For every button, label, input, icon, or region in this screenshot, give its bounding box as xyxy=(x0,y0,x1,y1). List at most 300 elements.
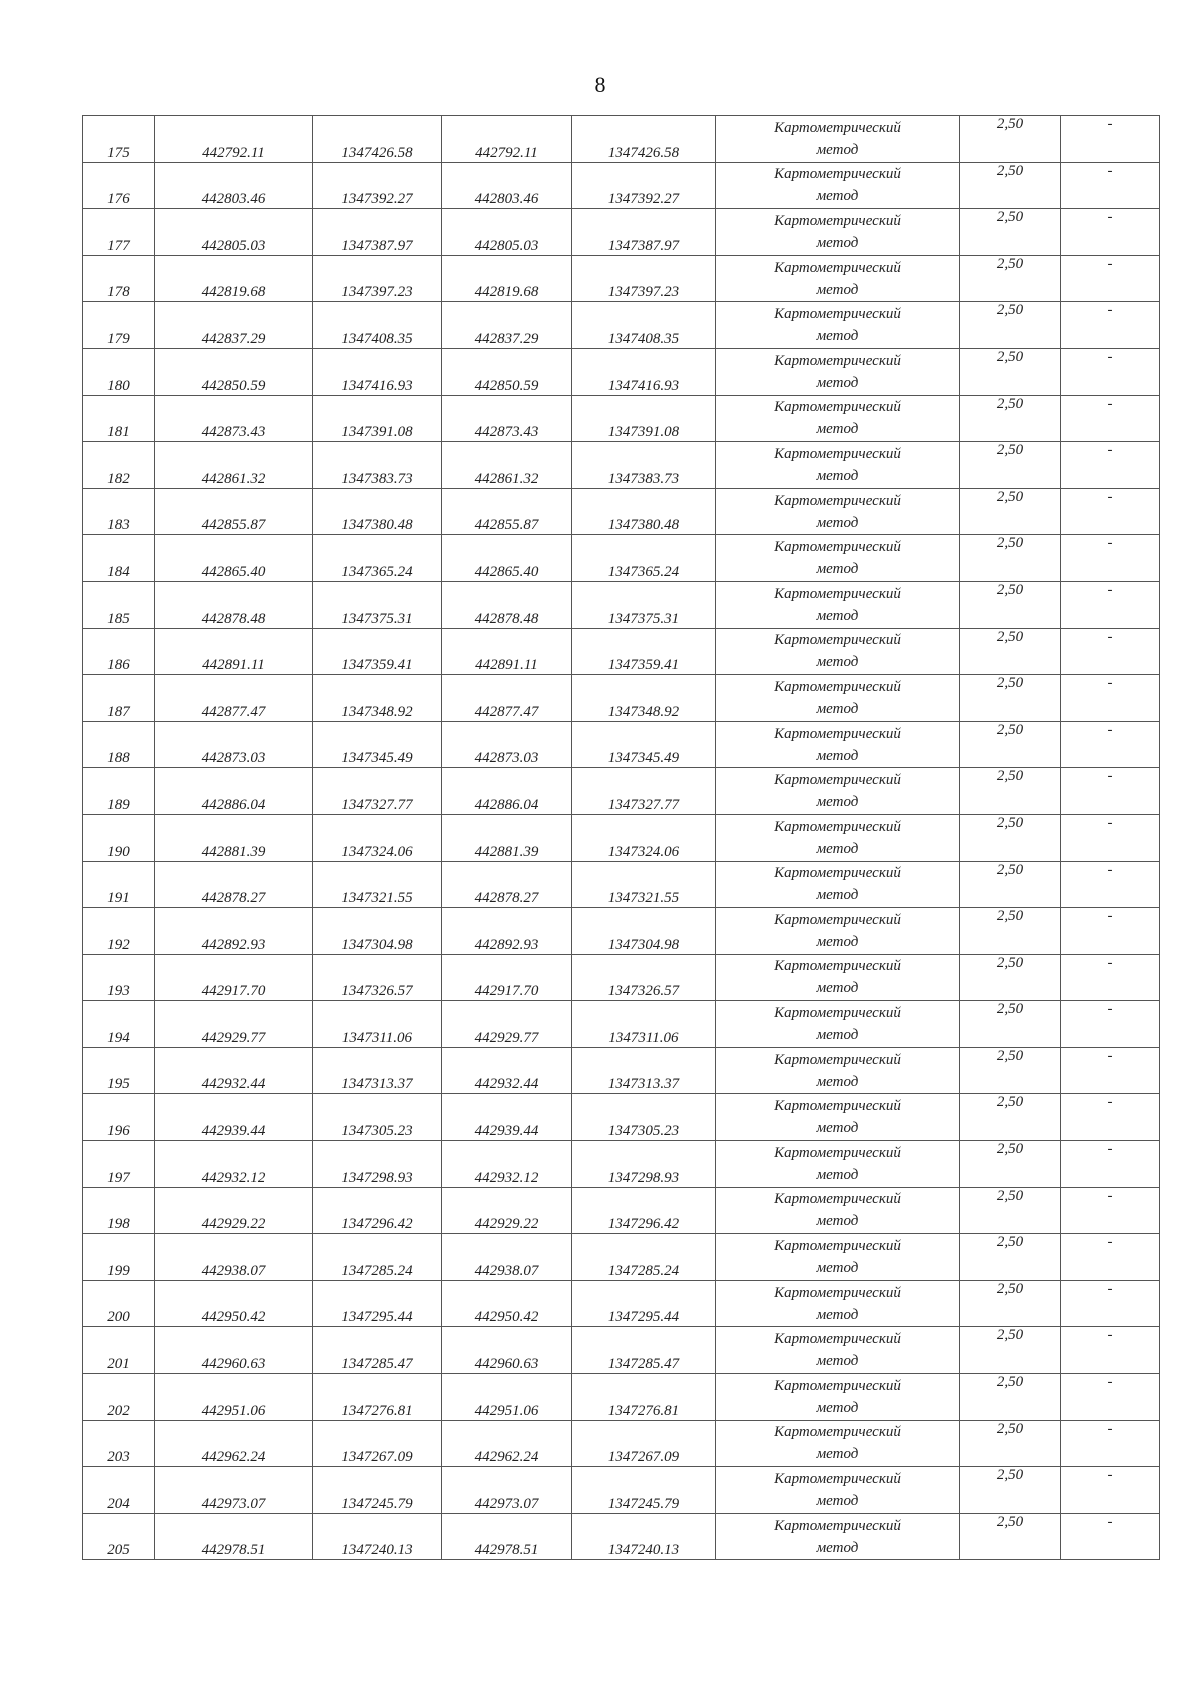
method-line-1: Картометрический xyxy=(774,1471,901,1488)
y-coordinate-cell: 1347313.37 xyxy=(313,1047,442,1094)
table-row xyxy=(83,1513,1160,1560)
method-line-1: Картометрический xyxy=(774,1051,901,1068)
method-cell xyxy=(716,255,960,302)
note-cell: - xyxy=(1061,1187,1160,1234)
x-coordinate-cell: 442962.24 xyxy=(155,1420,313,1467)
y-coordinate-new-cell: 1347276.81 xyxy=(572,1374,716,1421)
x-coordinate-new-cell: 442877.47 xyxy=(442,675,572,722)
precision-cell: 2,50 xyxy=(960,1327,1061,1374)
point-number-cell: 181 xyxy=(83,395,155,442)
method-line-2: метод xyxy=(816,1213,859,1230)
method-line-2: метод xyxy=(816,700,859,717)
method-line-2: метод xyxy=(816,1073,859,1090)
x-coordinate-new-cell: 442917.70 xyxy=(442,954,572,1001)
point-number-cell: 195 xyxy=(83,1047,155,1094)
point-number-cell: 187 xyxy=(83,675,155,722)
method-line-2: метод xyxy=(816,467,859,484)
method-line-2: метод xyxy=(816,747,859,764)
table-row xyxy=(83,348,1160,395)
point-number-cell: 196 xyxy=(83,1094,155,1141)
method-line-1: Картометрический xyxy=(774,212,901,229)
method-cell xyxy=(716,116,960,163)
method-line-2: метод xyxy=(816,1166,859,1183)
precision-cell: 2,50 xyxy=(960,209,1061,256)
y-coordinate-new-cell: 1347345.49 xyxy=(572,721,716,768)
x-coordinate-cell: 442850.59 xyxy=(155,348,313,395)
y-coordinate-cell: 1347267.09 xyxy=(313,1420,442,1467)
precision-cell: 2,50 xyxy=(960,721,1061,768)
precision-cell: 2,50 xyxy=(960,1141,1061,1188)
method-line-2: метод xyxy=(816,1306,859,1323)
x-coordinate-new-cell: 442873.03 xyxy=(442,721,572,768)
note-cell: - xyxy=(1061,1141,1160,1188)
x-coordinate-cell: 442865.40 xyxy=(155,535,313,582)
y-coordinate-cell: 1347240.13 xyxy=(313,1513,442,1560)
x-coordinate-new-cell: 442792.11 xyxy=(442,116,572,163)
point-number-cell: 199 xyxy=(83,1234,155,1281)
table-row xyxy=(83,1467,1160,1514)
method-cell xyxy=(716,1467,960,1514)
y-coordinate-cell: 1347304.98 xyxy=(313,908,442,955)
x-coordinate-new-cell: 442960.63 xyxy=(442,1327,572,1374)
precision-cell: 2,50 xyxy=(960,1234,1061,1281)
y-coordinate-cell: 1347348.92 xyxy=(313,675,442,722)
y-coordinate-new-cell: 1347313.37 xyxy=(572,1047,716,1094)
x-coordinate-new-cell: 442929.22 xyxy=(442,1187,572,1234)
method-cell xyxy=(716,581,960,628)
y-coordinate-new-cell: 1347245.79 xyxy=(572,1467,716,1514)
table-row xyxy=(83,861,1160,908)
method-line-1: Картометрический xyxy=(774,1424,901,1441)
precision-cell: 2,50 xyxy=(960,768,1061,815)
method-line-1: Картометрический xyxy=(774,492,901,509)
x-coordinate-new-cell: 442938.07 xyxy=(442,1234,572,1281)
y-coordinate-new-cell: 1347304.98 xyxy=(572,908,716,955)
note-cell: - xyxy=(1061,162,1160,209)
note-cell: - xyxy=(1061,1001,1160,1048)
point-number-cell: 178 xyxy=(83,255,155,302)
y-coordinate-cell: 1347324.06 xyxy=(313,814,442,861)
note-cell: - xyxy=(1061,908,1160,955)
method-line-2: метод xyxy=(816,141,859,158)
method-line-2: метод xyxy=(816,1120,859,1137)
method-line-2: метод xyxy=(816,607,859,624)
table-row xyxy=(83,1420,1160,1467)
precision-cell: 2,50 xyxy=(960,535,1061,582)
x-coordinate-new-cell: 442932.12 xyxy=(442,1141,572,1188)
method-cell xyxy=(716,628,960,675)
y-coordinate-new-cell: 1347305.23 xyxy=(572,1094,716,1141)
y-coordinate-cell: 1347416.93 xyxy=(313,348,442,395)
x-coordinate-cell: 442792.11 xyxy=(155,116,313,163)
point-number-cell: 203 xyxy=(83,1420,155,1467)
note-cell: - xyxy=(1061,628,1160,675)
x-coordinate-cell: 442950.42 xyxy=(155,1280,313,1327)
y-coordinate-new-cell: 1347267.09 xyxy=(572,1420,716,1467)
method-line-2: метод xyxy=(816,1446,859,1463)
y-coordinate-cell: 1347426.58 xyxy=(313,116,442,163)
y-coordinate-cell: 1347375.31 xyxy=(313,581,442,628)
method-line-1: Картометрический xyxy=(774,1331,901,1348)
method-cell xyxy=(716,1374,960,1421)
method-cell xyxy=(716,1047,960,1094)
table-row xyxy=(83,535,1160,582)
x-coordinate-new-cell: 442978.51 xyxy=(442,1513,572,1560)
y-coordinate-cell: 1347397.23 xyxy=(313,255,442,302)
table-row xyxy=(83,302,1160,349)
method-line-1: Картометрический xyxy=(774,399,901,416)
x-coordinate-cell: 442960.63 xyxy=(155,1327,313,1374)
x-coordinate-new-cell: 442973.07 xyxy=(442,1467,572,1514)
point-number-cell: 192 xyxy=(83,908,155,955)
method-line-1: Картометрический xyxy=(774,1005,901,1022)
method-cell xyxy=(716,861,960,908)
y-coordinate-cell: 1347285.24 xyxy=(313,1234,442,1281)
note-cell: - xyxy=(1061,116,1160,163)
y-coordinate-new-cell: 1347397.23 xyxy=(572,255,716,302)
y-coordinate-cell: 1347392.27 xyxy=(313,162,442,209)
table-body xyxy=(83,116,1160,1560)
point-number-cell: 204 xyxy=(83,1467,155,1514)
point-number-cell: 179 xyxy=(83,302,155,349)
method-cell xyxy=(716,302,960,349)
precision-cell: 2,50 xyxy=(960,488,1061,535)
y-coordinate-new-cell: 1347327.77 xyxy=(572,768,716,815)
method-line-1: Картометрический xyxy=(774,725,901,742)
x-coordinate-new-cell: 442803.46 xyxy=(442,162,572,209)
note-cell: - xyxy=(1061,535,1160,582)
precision-cell: 2,50 xyxy=(960,1467,1061,1514)
note-cell: - xyxy=(1061,1374,1160,1421)
y-coordinate-new-cell: 1347408.35 xyxy=(572,302,716,349)
table-row xyxy=(83,1001,1160,1048)
point-number-cell: 197 xyxy=(83,1141,155,1188)
y-coordinate-new-cell: 1347311.06 xyxy=(572,1001,716,1048)
x-coordinate-cell: 442891.11 xyxy=(155,628,313,675)
y-coordinate-new-cell: 1347348.92 xyxy=(572,675,716,722)
method-line-2: метод xyxy=(816,374,859,391)
x-coordinate-new-cell: 442962.24 xyxy=(442,1420,572,1467)
y-coordinate-cell: 1347311.06 xyxy=(313,1001,442,1048)
x-coordinate-new-cell: 442891.11 xyxy=(442,628,572,675)
y-coordinate-cell: 1347321.55 xyxy=(313,861,442,908)
point-number-cell: 193 xyxy=(83,954,155,1001)
table-row xyxy=(83,1141,1160,1188)
method-line-1: Картометрический xyxy=(774,445,901,462)
precision-cell: 2,50 xyxy=(960,348,1061,395)
table-row xyxy=(83,1280,1160,1327)
x-coordinate-cell: 442939.44 xyxy=(155,1094,313,1141)
x-coordinate-new-cell: 442855.87 xyxy=(442,488,572,535)
table-row xyxy=(83,395,1160,442)
y-coordinate-cell: 1347276.81 xyxy=(313,1374,442,1421)
y-coordinate-cell: 1347326.57 xyxy=(313,954,442,1001)
method-line-2: метод xyxy=(816,561,859,578)
method-line-2: метод xyxy=(816,1260,859,1277)
table-row xyxy=(83,1374,1160,1421)
y-coordinate-new-cell: 1347321.55 xyxy=(572,861,716,908)
precision-cell: 2,50 xyxy=(960,1094,1061,1141)
table-row xyxy=(83,675,1160,722)
x-coordinate-cell: 442861.32 xyxy=(155,442,313,489)
point-number-cell: 180 xyxy=(83,348,155,395)
y-coordinate-new-cell: 1347295.44 xyxy=(572,1280,716,1327)
precision-cell: 2,50 xyxy=(960,1374,1061,1421)
x-coordinate-cell: 442929.77 xyxy=(155,1001,313,1048)
precision-cell: 2,50 xyxy=(960,1420,1061,1467)
method-line-1: Картометрический xyxy=(774,1098,901,1115)
x-coordinate-new-cell: 442819.68 xyxy=(442,255,572,302)
y-coordinate-cell: 1347245.79 xyxy=(313,1467,442,1514)
point-number-cell: 175 xyxy=(83,116,155,163)
table-row xyxy=(83,162,1160,209)
table-row xyxy=(83,488,1160,535)
point-number-cell: 205 xyxy=(83,1513,155,1560)
method-line-1: Картометрический xyxy=(774,166,901,183)
note-cell: - xyxy=(1061,721,1160,768)
x-coordinate-cell: 442917.70 xyxy=(155,954,313,1001)
y-coordinate-cell: 1347383.73 xyxy=(313,442,442,489)
table-row xyxy=(83,628,1160,675)
y-coordinate-new-cell: 1347426.58 xyxy=(572,116,716,163)
method-line-2: метод xyxy=(816,1493,859,1510)
method-cell xyxy=(716,488,960,535)
y-coordinate-cell: 1347298.93 xyxy=(313,1141,442,1188)
method-cell xyxy=(716,1513,960,1560)
note-cell: - xyxy=(1061,1280,1160,1327)
y-coordinate-new-cell: 1347296.42 xyxy=(572,1187,716,1234)
note-cell: - xyxy=(1061,442,1160,489)
x-coordinate-cell: 442873.43 xyxy=(155,395,313,442)
precision-cell: 2,50 xyxy=(960,628,1061,675)
table-row xyxy=(83,768,1160,815)
table-row xyxy=(83,1047,1160,1094)
x-coordinate-cell: 442805.03 xyxy=(155,209,313,256)
point-number-cell: 189 xyxy=(83,768,155,815)
precision-cell: 2,50 xyxy=(960,255,1061,302)
point-number-cell: 185 xyxy=(83,581,155,628)
x-coordinate-new-cell: 442861.32 xyxy=(442,442,572,489)
table-row xyxy=(83,1327,1160,1374)
y-coordinate-new-cell: 1347380.48 xyxy=(572,488,716,535)
method-line-1: Картометрический xyxy=(774,1144,901,1161)
note-cell: - xyxy=(1061,302,1160,349)
method-line-1: Картометрический xyxy=(774,958,901,975)
method-line-1: Картометрический xyxy=(774,911,901,928)
x-coordinate-new-cell: 442951.06 xyxy=(442,1374,572,1421)
note-cell: - xyxy=(1061,1513,1160,1560)
note-cell: - xyxy=(1061,1327,1160,1374)
x-coordinate-cell: 442938.07 xyxy=(155,1234,313,1281)
x-coordinate-new-cell: 442932.44 xyxy=(442,1047,572,1094)
note-cell: - xyxy=(1061,954,1160,1001)
x-coordinate-cell: 442929.22 xyxy=(155,1187,313,1234)
x-coordinate-cell: 442881.39 xyxy=(155,814,313,861)
x-coordinate-cell: 442932.12 xyxy=(155,1141,313,1188)
table-row xyxy=(83,954,1160,1001)
precision-cell: 2,50 xyxy=(960,1513,1061,1560)
y-coordinate-cell: 1347295.44 xyxy=(313,1280,442,1327)
y-coordinate-new-cell: 1347391.08 xyxy=(572,395,716,442)
precision-cell: 2,50 xyxy=(960,116,1061,163)
precision-cell: 2,50 xyxy=(960,908,1061,955)
method-line-2: метод xyxy=(816,980,859,997)
x-coordinate-new-cell: 442850.59 xyxy=(442,348,572,395)
method-line-2: метод xyxy=(816,328,859,345)
precision-cell: 2,50 xyxy=(960,162,1061,209)
method-cell xyxy=(716,768,960,815)
method-line-2: метод xyxy=(816,1399,859,1416)
table-row xyxy=(83,1187,1160,1234)
table-row xyxy=(83,814,1160,861)
method-line-1: Картометрический xyxy=(774,1377,901,1394)
method-cell xyxy=(716,162,960,209)
note-cell: - xyxy=(1061,1420,1160,1467)
precision-cell: 2,50 xyxy=(960,1280,1061,1327)
method-cell xyxy=(716,395,960,442)
method-line-1: Картометрический xyxy=(774,865,901,882)
method-line-1: Картометрический xyxy=(774,259,901,276)
method-cell xyxy=(716,535,960,582)
x-coordinate-cell: 442886.04 xyxy=(155,768,313,815)
x-coordinate-new-cell: 442929.77 xyxy=(442,1001,572,1048)
point-number-cell: 191 xyxy=(83,861,155,908)
method-line-2: метод xyxy=(816,840,859,857)
table-row xyxy=(83,908,1160,955)
point-number-cell: 182 xyxy=(83,442,155,489)
x-coordinate-cell: 442803.46 xyxy=(155,162,313,209)
method-cell xyxy=(716,1141,960,1188)
method-line-1: Картометрический xyxy=(774,1517,901,1534)
precision-cell: 2,50 xyxy=(960,954,1061,1001)
note-cell: - xyxy=(1061,348,1160,395)
x-coordinate-new-cell: 442878.48 xyxy=(442,581,572,628)
method-line-2: метод xyxy=(816,421,859,438)
method-cell xyxy=(716,442,960,489)
y-coordinate-new-cell: 1347324.06 xyxy=(572,814,716,861)
y-coordinate-new-cell: 1347387.97 xyxy=(572,209,716,256)
x-coordinate-new-cell: 442886.04 xyxy=(442,768,572,815)
method-line-2: метод xyxy=(816,234,859,251)
page-number: 8 xyxy=(594,72,606,97)
y-coordinate-cell: 1347380.48 xyxy=(313,488,442,535)
note-cell: - xyxy=(1061,768,1160,815)
y-coordinate-cell: 1347285.47 xyxy=(313,1327,442,1374)
method-line-1: Картометрический xyxy=(774,352,901,369)
note-cell: - xyxy=(1061,395,1160,442)
point-number-cell: 183 xyxy=(83,488,155,535)
precision-cell: 2,50 xyxy=(960,1001,1061,1048)
method-cell xyxy=(716,1094,960,1141)
y-coordinate-cell: 1347296.42 xyxy=(313,1187,442,1234)
precision-cell: 2,50 xyxy=(960,1047,1061,1094)
precision-cell: 2,50 xyxy=(960,675,1061,722)
method-line-1: Картометрический xyxy=(774,1238,901,1255)
y-coordinate-new-cell: 1347326.57 xyxy=(572,954,716,1001)
x-coordinate-cell: 442855.87 xyxy=(155,488,313,535)
method-cell xyxy=(716,1187,960,1234)
x-coordinate-cell: 442951.06 xyxy=(155,1374,313,1421)
method-line-2: метод xyxy=(816,933,859,950)
method-line-1: Картометрический xyxy=(774,1191,901,1208)
x-coordinate-new-cell: 442950.42 xyxy=(442,1280,572,1327)
x-coordinate-cell: 442892.93 xyxy=(155,908,313,955)
y-coordinate-cell: 1347387.97 xyxy=(313,209,442,256)
coordinates-table xyxy=(82,115,1160,1560)
note-cell: - xyxy=(1061,814,1160,861)
note-cell: - xyxy=(1061,255,1160,302)
precision-cell: 2,50 xyxy=(960,861,1061,908)
x-coordinate-cell: 442877.47 xyxy=(155,675,313,722)
y-coordinate-new-cell: 1347240.13 xyxy=(572,1513,716,1560)
point-number-cell: 186 xyxy=(83,628,155,675)
y-coordinate-new-cell: 1347416.93 xyxy=(572,348,716,395)
method-cell xyxy=(716,721,960,768)
point-number-cell: 190 xyxy=(83,814,155,861)
method-cell xyxy=(716,954,960,1001)
note-cell: - xyxy=(1061,1467,1160,1514)
y-coordinate-cell: 1347345.49 xyxy=(313,721,442,768)
method-line-2: метод xyxy=(816,1539,859,1556)
table-row xyxy=(83,209,1160,256)
method-line-1: Картометрический xyxy=(774,632,901,649)
x-coordinate-new-cell: 442873.43 xyxy=(442,395,572,442)
y-coordinate-new-cell: 1347383.73 xyxy=(572,442,716,489)
point-number-cell: 176 xyxy=(83,162,155,209)
method-line-2: метод xyxy=(816,188,859,205)
y-coordinate-new-cell: 1347285.47 xyxy=(572,1327,716,1374)
x-coordinate-cell: 442978.51 xyxy=(155,1513,313,1560)
method-line-1: Картометрический xyxy=(774,818,901,835)
method-line-1: Картометрический xyxy=(774,119,901,136)
precision-cell: 2,50 xyxy=(960,442,1061,489)
method-line-1: Картометрический xyxy=(774,1284,901,1301)
point-number-cell: 202 xyxy=(83,1374,155,1421)
y-coordinate-cell: 1347359.41 xyxy=(313,628,442,675)
method-cell xyxy=(716,1001,960,1048)
x-coordinate-new-cell: 442878.27 xyxy=(442,861,572,908)
table-row xyxy=(83,1094,1160,1141)
note-cell: - xyxy=(1061,209,1160,256)
table-row xyxy=(83,255,1160,302)
y-coordinate-cell: 1347365.24 xyxy=(313,535,442,582)
table-row xyxy=(83,581,1160,628)
y-coordinate-new-cell: 1347365.24 xyxy=(572,535,716,582)
method-line-2: метод xyxy=(816,654,859,671)
method-cell xyxy=(716,1280,960,1327)
method-cell xyxy=(716,1420,960,1467)
point-number-cell: 184 xyxy=(83,535,155,582)
y-coordinate-new-cell: 1347392.27 xyxy=(572,162,716,209)
method-cell xyxy=(716,348,960,395)
x-coordinate-cell: 442932.44 xyxy=(155,1047,313,1094)
x-coordinate-cell: 442819.68 xyxy=(155,255,313,302)
x-coordinate-cell: 442878.48 xyxy=(155,581,313,628)
x-coordinate-new-cell: 442939.44 xyxy=(442,1094,572,1141)
table-row xyxy=(83,116,1160,163)
method-cell xyxy=(716,209,960,256)
x-coordinate-cell: 442873.03 xyxy=(155,721,313,768)
method-cell xyxy=(716,675,960,722)
x-coordinate-new-cell: 442881.39 xyxy=(442,814,572,861)
point-number-cell: 188 xyxy=(83,721,155,768)
method-cell xyxy=(716,908,960,955)
x-coordinate-cell: 442837.29 xyxy=(155,302,313,349)
note-cell: - xyxy=(1061,488,1160,535)
table-row xyxy=(83,1234,1160,1281)
table-row xyxy=(83,721,1160,768)
method-line-2: метод xyxy=(816,794,859,811)
